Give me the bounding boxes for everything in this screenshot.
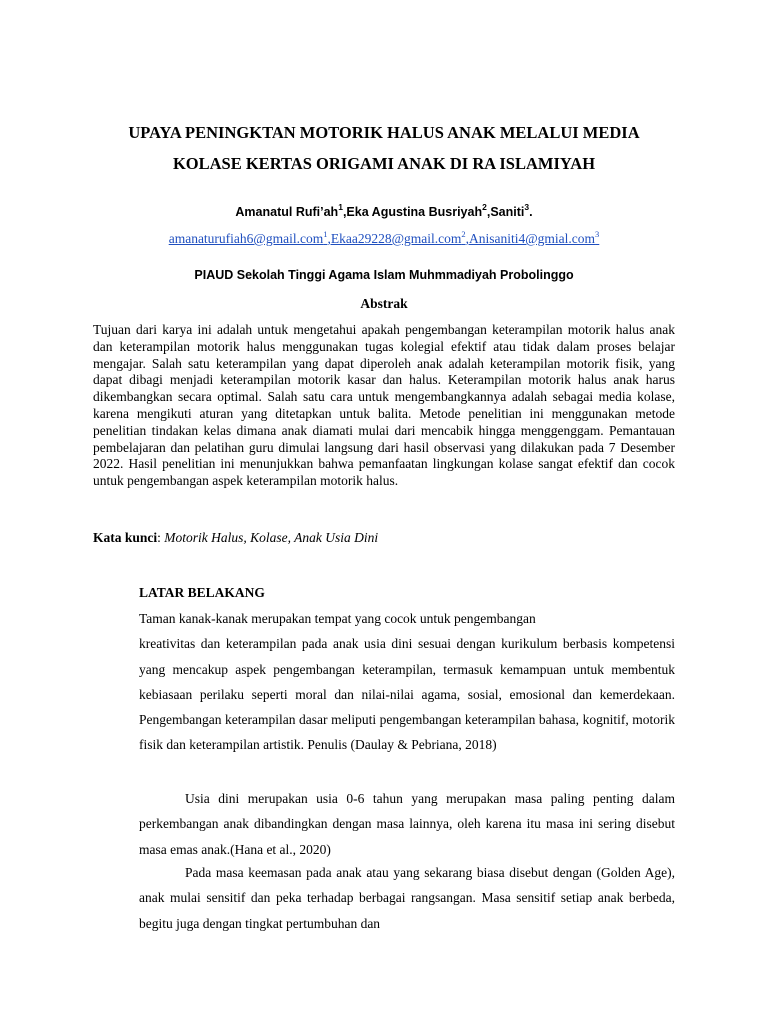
body-paragraph-3: Pada masa keemasan pada anak atau yang sekarang biasa disebut dengan (Golden Age), anak mulai sensitif dan peka terhadap berbagai rangsangan. Masa sensitif setiap anak berbeda, begitu juga dengan tingkat pertumbuhan dan bbox=[139, 865, 675, 931]
author-name: ,Eka Agustina Busriyah bbox=[342, 205, 483, 219]
email-list bbox=[0, 231, 768, 247]
keywords-colon: : bbox=[157, 530, 165, 545]
keywords bbox=[93, 530, 378, 546]
author-list bbox=[0, 202, 768, 219]
body-paragraph-1 bbox=[139, 606, 675, 758]
affiliation: PIAUD Sekolah Tinggi Agama Islam Muhmmadiyah Probolinggo bbox=[194, 268, 574, 282]
title-line-1: UPAYA PENINGKTAN MOTORIK HALUS ANAK MELALUI MEDIA bbox=[128, 123, 640, 142]
abstract-text: Tujuan dari karya ini adalah untuk mengetahui apakah pengembangan keterampilan motorik halus anak dan keterampilan motorik halus menggunakan tugas kolegial efektif atau tidak dalam proses belajar mengajar. Salah satu keterampilan yang dapat diperoleh anak adalah keterampilan motorik fisik, yang dapat dibagi menjadi keterampilan motorik kasar dan halus. Keterampilan motorik halus anak harus dikembangkan secara optimal. Salah satu cara untuk mengembangkannya adalah sebagai media kolase, karena mengikuti aturan yang ditetapkan untuk balita. Metode penelitian ini menggunakan metode penelitian tindakan kelas dimana anak diamati mulai dari mencabik hingga menggenggam. Pemantauan pembelajaran dan pelatihan guru dimulai langsung dari hasil observasi yang dilakukan pada 7 Desember 2022. Hasil penelitian ini menunjukkan bahwa pemanfaatan lingkungan kolase sangat efektif dan cocok untuk pengembangan aspek keterampilan motorik halus. bbox=[93, 322, 675, 489]
author-name: ,Saniti bbox=[486, 205, 525, 219]
title-line-2: KOLASE KERTAS ORIGAMI ANAK DI RA ISLAMIYAH bbox=[172, 154, 596, 173]
author-sup: 2 bbox=[482, 202, 487, 212]
body-paragraph-2: Usia dini merupakan usia 0-6 tahun yang merupakan masa paling penting dalam perkembangan anak dibandingkan dengan masa lainnya, oleh karena itu masa ini sering disebut masa emas anak.(Hana et al., 2020) bbox=[139, 791, 675, 857]
author-name: Amanatul Rufi’ah bbox=[235, 205, 339, 219]
abstract-heading: Abstrak bbox=[360, 296, 408, 311]
paragraph-1-rest: kreativitas dan keterampilan pada anak usia dini sesuai dengan kurikulum berbasis kompetensi yang mencakup aspek pengembangan keterampilan, termasuk kemampuan untuk membentuk kebiasaan perilaku seperti moral dan nilai-nilai agama, sosial, emosional dan kemerdekaan. Pengembangan keterampilan dasar meliputi pengembangan keterampilan bahasa, kognitif, motorik fisik dan keterampilan artistik. Penulis (Daulay & Pebriana, 2018) bbox=[139, 636, 675, 753]
email-link-2[interactable]: ,Ekaa29228@gmail.com$^2$ bbox=[327, 229, 466, 246]
keywords-label: Kata kunci bbox=[93, 530, 158, 545]
author-sup: 1 bbox=[338, 202, 343, 212]
keywords-value: Motorik Halus, Kolase, Anak Usia Dini bbox=[164, 530, 379, 545]
email-link-3[interactable]: ,Anisaniti4@gmial.com$^3$ bbox=[465, 229, 600, 246]
author-sup: 3 bbox=[524, 202, 530, 212]
paper-title bbox=[60, 117, 708, 179]
author-end: . bbox=[529, 205, 533, 219]
email-link-1[interactable]: amanaturufiah6@gmail.com$^1$ bbox=[168, 229, 328, 246]
section-heading: LATAR BELAKANG bbox=[139, 585, 265, 600]
paragraph-1-first-line: Taman kanak-kanak merupakan tempat yang cocok untuk pengembangan bbox=[139, 611, 536, 626]
